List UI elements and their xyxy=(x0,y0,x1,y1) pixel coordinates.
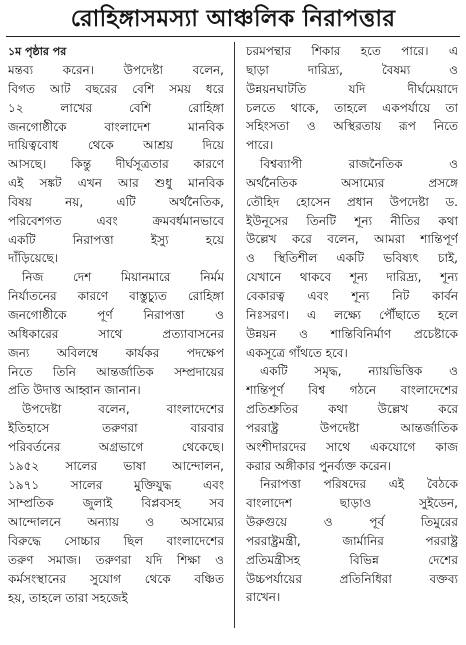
left-column xyxy=(8,42,224,607)
text-line: নিঃসরণ। এ লক্ষ্যে পৌঁছাতে হলে xyxy=(246,307,458,322)
text-line: আন্দোলনে অন্যায় ও অসাম্যের xyxy=(8,515,224,530)
column-divider xyxy=(234,42,235,628)
text-line: সহিংসতা ও অস্থিরতায় রূপ নিতে xyxy=(246,119,458,134)
text-line: শান্তিপূর্ণ বিশ্ব গঠনে বাংলাদেশের xyxy=(246,383,458,398)
article-paragraph xyxy=(8,268,224,400)
text-line: উপদেষ্টা বলেন, বাংলাদেশের xyxy=(22,402,224,417)
text-line: নিতে তিনি আন্তর্জাতিক সম্প্রদায়ের xyxy=(8,364,224,379)
text-line: বেকারত্ব এবং শূন্য নিট কার্বন xyxy=(246,288,458,303)
text-line: বিরুদ্ধে সোচ্চার ছিল বাংলাদেশের xyxy=(8,534,224,549)
text-line: উন্নয়নঘাটতি যদি দীর্ঘমেয়াদে xyxy=(246,81,458,96)
text-line: ইতিহাসে তরুণরা বারবার xyxy=(8,421,224,436)
article-paragraph xyxy=(246,42,458,155)
continuation-reference: ১ম পৃষ্ঠার পর xyxy=(8,45,67,58)
text-line: ছাড়া দারিদ্র্য, বৈষম্য ও xyxy=(246,62,458,77)
text-line: বিগত আট বছরের বেশি সময় ধরে xyxy=(8,81,224,96)
text-line: নির্যাতনের কারণে বাস্তুচ্যুত রোহিঙ্গা xyxy=(8,289,224,304)
text-line: চলতে থাকে, তাহলে একপর্যায়ে তা xyxy=(246,100,458,115)
text-line: চরমপন্থার শিকার হতে পারে। এ xyxy=(246,44,458,58)
text-line: বিশ্বব্যাপী রাজনৈতিক ও xyxy=(260,157,458,172)
text-line: অধিকারের সাথে প্রত্যাবাসনের xyxy=(8,326,224,341)
text-line: উচ্চপর্যায়ের প্রতিনিধিরা বক্তব্য xyxy=(246,571,458,586)
text-line: প্রতিশ্রুতির কথা উল্লেখ করে xyxy=(246,402,458,417)
text-line: সাম্প্রতিক জুলাই বিপ্লবসহ সব xyxy=(8,496,224,511)
text-line: বিষয় নয়, এটি অর্থনৈতিক, xyxy=(8,194,224,209)
text-line: ইউনূসের তিনটি শূন্য নীতির কথা xyxy=(246,213,458,228)
text-line: পররাষ্ট্র উপদেষ্টা আন্তর্জাতিক xyxy=(246,420,458,435)
text-line: বাংলাদেশ ছাড়াও সুইডেন, xyxy=(246,496,458,511)
text-line: অংশীদারদের সাথে একযোগে কাজ xyxy=(246,439,458,454)
text-line: আসছে। কিন্তু দীর্ঘসূত্রতার কারণে xyxy=(8,157,224,172)
text-line: পারে। xyxy=(246,138,274,153)
text-line: রাখেন। xyxy=(246,590,281,605)
text-line: জন্য অবিলম্বে কার্যকর পদক্ষেপ xyxy=(8,345,224,360)
text-line: ও স্থিতিশীল একটি ভবিষ্যৎ চাই, xyxy=(246,251,458,266)
text-line: দাঁড়িয়েছে। xyxy=(8,251,59,266)
text-line: নিজ দেশ মিয়ানমারে নির্মম xyxy=(22,270,224,285)
left-column-body xyxy=(8,61,224,607)
text-line: উরুগুয়ে ও পূর্ব তিমুরের xyxy=(246,515,458,530)
text-line: ১৯৭১ সালের মুক্তিযুদ্ধ এবং xyxy=(8,477,224,492)
text-line: জনগোষ্ঠীকে পূর্ণ নিরাপত্তা ও xyxy=(8,307,224,322)
text-line: মন্তব্য করেন। উপদেষ্টা বলেন, xyxy=(8,63,224,77)
text-line: যেখানে থাকবে শূন্য দারিদ্র্য, শূন্য xyxy=(246,270,458,285)
text-line: পররাষ্ট্রমন্ত্রী, জার্মানির পররাষ্ট্র xyxy=(246,533,458,548)
text-line: পরিবেশগত এবং ক্রমবর্ধমানভাবে xyxy=(8,213,224,228)
text-line: প্রতি উদাত্ত আহ্বান জানান। xyxy=(8,383,141,398)
headline: রোহিঙ্গাসমস্যা আঞ্চলিক নিরাপত্তার xyxy=(6,2,460,37)
text-line: উন্নয়ন ও শান্তিবিনির্মাণ প্রচেষ্টাকে xyxy=(246,326,458,341)
text-line: নিরাপত্তা পরিষদের এই বৈঠকে xyxy=(260,477,458,492)
article-paragraph xyxy=(246,155,458,362)
text-line: ১২ লাখের বেশি রোহিঙ্গা xyxy=(8,100,224,115)
text-line: উল্লেখ করে বলেন, আমরা শান্তিপূর্ণ xyxy=(246,232,458,247)
text-line: তৌহিদ হোসেন প্রধান উপদেষ্টা ড. xyxy=(246,194,458,209)
text-line: পরিবর্তনের অগ্রভাগে থেকেছে। xyxy=(8,439,224,454)
text-line: তরুণ সমাজ। তরুণরা যদি শিক্ষা ও xyxy=(8,552,224,567)
text-line: ১৯৫২ সালের ভাষা আন্দোলন, xyxy=(8,458,224,473)
text-line: করার অঙ্গীকার পুনর্ব্যক্ত করেন। xyxy=(246,458,392,473)
text-line: একসূত্রে গাঁথতে হবে। xyxy=(246,345,348,360)
text-line: দায়িত্ববোধ থেকে আশ্রয় দিয়ে xyxy=(8,138,224,153)
article-paragraph xyxy=(246,362,458,475)
right-column xyxy=(246,42,458,607)
text-line: জনগোষ্ঠীকে বাংলাদেশ মানবিক xyxy=(8,119,224,134)
text-line: প্রতিমন্ত্রীসহ বিভিন্ন দেশের xyxy=(246,552,458,567)
text-line: কর্মসংস্থানের সুযোগ থেকে বঞ্চিত xyxy=(8,571,224,586)
text-line: হয়, তাহলে তারা সহজেই xyxy=(8,590,128,605)
article-paragraph xyxy=(8,61,224,268)
article-paragraph xyxy=(246,475,458,607)
article-paragraph xyxy=(8,400,224,607)
text-line: একটি সমৃদ্ধ, ন্যায়ভিত্তিক ও xyxy=(260,364,458,379)
text-line: অর্থনৈতিক অসাম্যের প্রসঙ্গে xyxy=(246,175,458,190)
text-line: এই সঙ্কট এখন আর শুধু মানবিক xyxy=(8,176,224,191)
text-line: একটি নিরাপত্তা ইস্যু হয়ে xyxy=(8,232,224,247)
right-column-body xyxy=(246,42,458,607)
